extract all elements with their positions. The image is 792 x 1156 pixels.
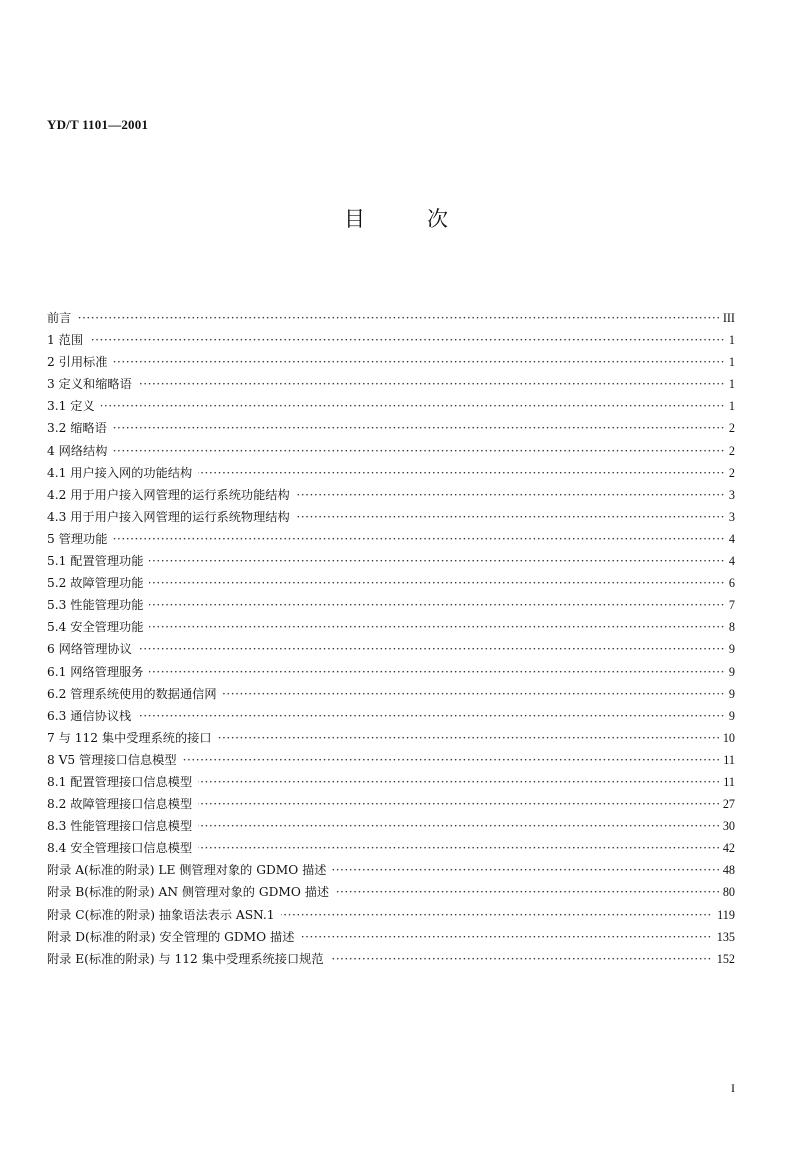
toc-entry-label: 3 定义和缩略语 — [47, 373, 138, 395]
toc-entry-page: 152 — [713, 948, 735, 970]
toc-entry-page: 1 — [725, 395, 735, 417]
toc-entry[interactable] — [47, 440, 735, 462]
toc-entry-page: 9 — [725, 638, 735, 660]
toc-entry-page: 9 — [725, 705, 735, 727]
toc-entry[interactable] — [47, 638, 735, 660]
toc-entry-page: 4 — [725, 528, 735, 550]
toc-entry-page: 2 — [725, 462, 735, 484]
toc-entry-page: 4 — [725, 550, 735, 572]
toc-entry-page: 1 — [725, 329, 735, 351]
toc-entry-label: 8.1 配置管理接口信息模型 — [47, 771, 198, 793]
toc-entry[interactable] — [47, 881, 735, 903]
toc-entry[interactable] — [47, 705, 735, 727]
toc-entry-label: 前言 — [47, 307, 77, 329]
dot-leader — [47, 417, 735, 439]
dot-leader — [47, 528, 735, 550]
toc-entry[interactable] — [47, 484, 735, 506]
toc-entry[interactable] — [47, 859, 735, 881]
toc-entry[interactable] — [47, 506, 735, 528]
toc-entry-label: 附录 D(标准的附录) 安全管理的 GDMO 描述 — [47, 926, 300, 948]
toc-entry-page: 8 — [725, 616, 735, 638]
page-number: I — [731, 1081, 735, 1095]
toc-entry-label: 4.3 用于用户接入网管理的运行系统物理结构 — [47, 506, 296, 528]
toc-entry-label: 6.3 通信协议栈 — [47, 705, 137, 727]
toc-entry-page: 1 — [725, 373, 735, 395]
toc-entry-label: 4.1 用户接入网的功能结构 — [47, 462, 198, 484]
toc-entry-page: 3 — [725, 484, 735, 506]
toc-entry[interactable] — [47, 661, 735, 683]
toc-entry-page: 11 — [719, 771, 735, 793]
toc-entry-page: III — [719, 307, 735, 329]
toc-entry-label: 5.1 配置管理功能 — [47, 550, 149, 572]
toc-entry[interactable] — [47, 550, 735, 572]
toc-entry[interactable] — [47, 683, 735, 705]
toc-entry[interactable] — [47, 329, 735, 351]
toc-entry[interactable] — [47, 793, 735, 815]
toc-entry[interactable] — [47, 616, 735, 638]
toc-entry-label: 6.1 网络管理服务 — [47, 661, 149, 683]
toc-entry-label: 附录 C(标准的附录) 抽象语法表示 ASN.1 — [47, 904, 281, 926]
toc-entry-page: 80 — [719, 881, 735, 903]
dot-leader — [47, 661, 735, 683]
toc-entry-page: 30 — [719, 815, 735, 837]
toc-entry-label: 2 引用标准 — [47, 351, 113, 373]
dot-leader — [47, 351, 735, 373]
toc-entry-page: 6 — [725, 572, 735, 594]
toc-entry-page: 42 — [719, 837, 735, 859]
toc-entry[interactable] — [47, 837, 735, 859]
toc-entry-label: 8.2 故障管理接口信息模型 — [47, 793, 198, 815]
toc-entry[interactable] — [47, 351, 735, 373]
table-of-contents — [47, 307, 735, 970]
standard-code: YD/T 1101—2001 — [47, 117, 149, 132]
toc-entry[interactable] — [47, 594, 735, 616]
toc-entry[interactable] — [47, 904, 735, 926]
toc-entry-page: 27 — [719, 793, 735, 815]
toc-entry[interactable] — [47, 948, 735, 970]
toc-entry-page: 48 — [719, 859, 735, 881]
dot-leader — [47, 594, 735, 616]
toc-entry[interactable] — [47, 528, 735, 550]
dot-leader — [47, 395, 735, 417]
toc-entry[interactable] — [47, 727, 735, 749]
toc-entry-page: 1 — [725, 351, 735, 373]
dot-leader — [47, 705, 735, 727]
toc-entry[interactable] — [47, 373, 735, 395]
dot-leader — [47, 638, 735, 660]
toc-entry-page: 135 — [713, 926, 735, 948]
toc-entry-label: 8 V5 管理接口信息模型 — [47, 749, 183, 771]
toc-entry-label: 6 网络管理协议 — [47, 638, 138, 660]
toc-entry-label: 4 网络结构 — [47, 440, 113, 462]
toc-entry-page: 2 — [725, 417, 735, 439]
dot-leader — [47, 572, 735, 594]
toc-entry-page: 119 — [713, 904, 735, 926]
toc-entry-label: 6.2 管理系统使用的数据通信网 — [47, 683, 223, 705]
toc-entry-page: 7 — [725, 594, 735, 616]
toc-entry-label: 5.2 故障管理功能 — [47, 572, 149, 594]
toc-entry-page: 3 — [725, 506, 735, 528]
toc-entry-label: 5.4 安全管理功能 — [47, 616, 149, 638]
toc-entry-label: 1 范围 — [47, 329, 89, 351]
dot-leader — [47, 373, 735, 395]
dot-leader — [47, 307, 735, 329]
title-char-1: 目 — [344, 207, 365, 231]
toc-entry-label: 3.2 缩略语 — [47, 417, 113, 439]
dot-leader — [47, 440, 735, 462]
toc-entry-page: 2 — [725, 440, 735, 462]
toc-entry[interactable] — [47, 572, 735, 594]
toc-entry[interactable] — [47, 749, 735, 771]
toc-entry-page: 11 — [719, 749, 735, 771]
page-title — [0, 203, 792, 233]
toc-entry-label: 附录 E(标准的附录) 与 112 集中受理系统接口规范 — [47, 948, 330, 970]
toc-entry-label: 3.1 定义 — [47, 395, 101, 417]
dot-leader — [47, 329, 735, 351]
toc-entry-label: 附录 A(标准的附录) LE 侧管理对象的 GDMO 描述 — [47, 859, 332, 881]
dot-leader — [47, 616, 735, 638]
toc-entry-label: 8.3 性能管理接口信息模型 — [47, 815, 198, 837]
toc-entry[interactable] — [47, 395, 735, 417]
toc-entry-page: 9 — [725, 661, 735, 683]
toc-entry-label: 8.4 安全管理接口信息模型 — [47, 837, 198, 859]
toc-entry[interactable] — [47, 462, 735, 484]
toc-entry[interactable] — [47, 307, 735, 329]
toc-entry-page: 9 — [725, 683, 735, 705]
toc-entry-label: 7 与 112 集中受理系统的接口 — [47, 727, 218, 749]
toc-entry-label: 4.2 用于用户接入网管理的运行系统功能结构 — [47, 484, 296, 506]
dot-leader — [47, 550, 735, 572]
title-char-2: 次 — [427, 207, 448, 231]
toc-entry[interactable] — [47, 417, 735, 439]
toc-entry[interactable] — [47, 815, 735, 837]
toc-entry-page: 10 — [719, 727, 735, 749]
toc-entry-label: 5 管理功能 — [47, 528, 113, 550]
toc-entry[interactable] — [47, 926, 735, 948]
toc-entry-label: 附录 B(标准的附录) AN 侧管理对象的 GDMO 描述 — [47, 881, 335, 903]
toc-entry-label: 5.3 性能管理功能 — [47, 594, 149, 616]
toc-entry[interactable] — [47, 771, 735, 793]
